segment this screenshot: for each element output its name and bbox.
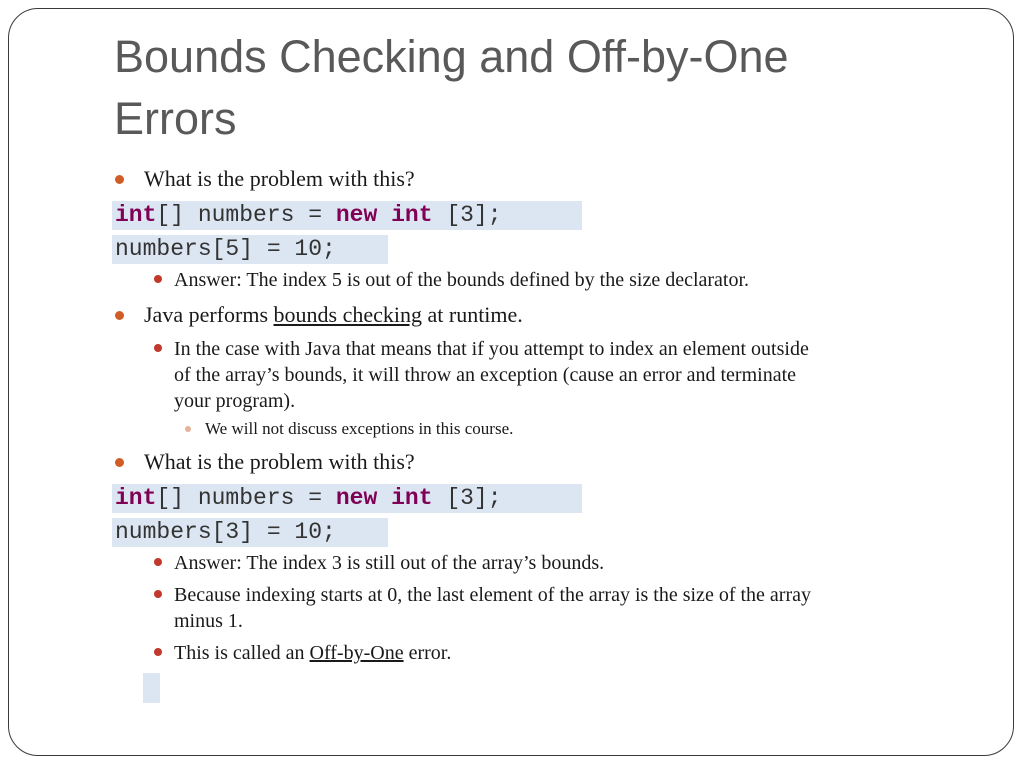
off-by-one-bullet xyxy=(174,640,451,666)
bullet-dot xyxy=(115,311,124,320)
java-explanation-line-3: your program). xyxy=(174,390,296,412)
code-line-3 xyxy=(112,484,582,513)
answer-2: Answer: The index 3 is still out of the array’s bounds. xyxy=(174,552,605,574)
text: This is called an xyxy=(174,642,310,664)
code-text: [] numbers = xyxy=(156,485,336,511)
bullet-question-1: What is the problem with this? xyxy=(144,166,415,191)
exceptions-note: We will not discuss exceptions in this course. xyxy=(205,419,514,438)
code-text: [3]; xyxy=(432,485,502,511)
java-explanation-line-2: of the array’s bounds, it will throw an exception (cause an error and terminate xyxy=(174,364,797,386)
text: error. xyxy=(403,642,452,664)
indexing-explanation-line-1: Because indexing starts at 0, the last element of the array is the size of the array xyxy=(174,584,811,606)
bullet-dot xyxy=(154,275,162,283)
bullet-dot xyxy=(154,590,162,598)
code-text: [3]; xyxy=(432,202,502,228)
empty-code-placeholder xyxy=(143,673,160,703)
code-text: [] numbers = xyxy=(156,202,336,228)
code-keyword: int xyxy=(115,202,157,228)
code-keyword: int xyxy=(391,485,433,511)
bullet-dot xyxy=(115,175,124,184)
code-keyword: int xyxy=(391,202,433,228)
answer-1: Answer: The index 5 is out of the bounds defined by the size declarator. xyxy=(174,269,750,291)
bounds-checking-term: bounds checking xyxy=(273,302,422,327)
bullet-bounds-checking xyxy=(144,302,523,328)
text: Java performs xyxy=(144,302,274,327)
indexing-explanation-line-2: minus 1. xyxy=(174,610,243,632)
code-text xyxy=(377,202,391,228)
bullet-dot xyxy=(154,648,162,656)
code-line-2: numbers[5] = 10; xyxy=(112,235,388,264)
bullet-dot xyxy=(115,458,124,467)
java-explanation-line-1: In the case with Java that means that if you attempt to index an element outside xyxy=(174,338,809,360)
code-text xyxy=(377,485,391,511)
bullet-dot xyxy=(185,426,191,432)
bullet-dot xyxy=(154,344,162,352)
code-keyword: int xyxy=(115,485,157,511)
text: at runtime. xyxy=(421,302,523,327)
code-line-4: numbers[3] = 10; xyxy=(112,518,388,547)
bullet-question-2: What is the problem with this? xyxy=(144,449,415,474)
bullet-dot xyxy=(154,558,162,566)
off-by-one-term: Off-by-One xyxy=(309,642,404,664)
code-keyword: new xyxy=(335,202,378,228)
slide-title: Bounds Checking and Off-by-One Errors xyxy=(114,31,789,144)
code-line-1 xyxy=(112,201,582,230)
code-keyword: new xyxy=(335,485,378,511)
